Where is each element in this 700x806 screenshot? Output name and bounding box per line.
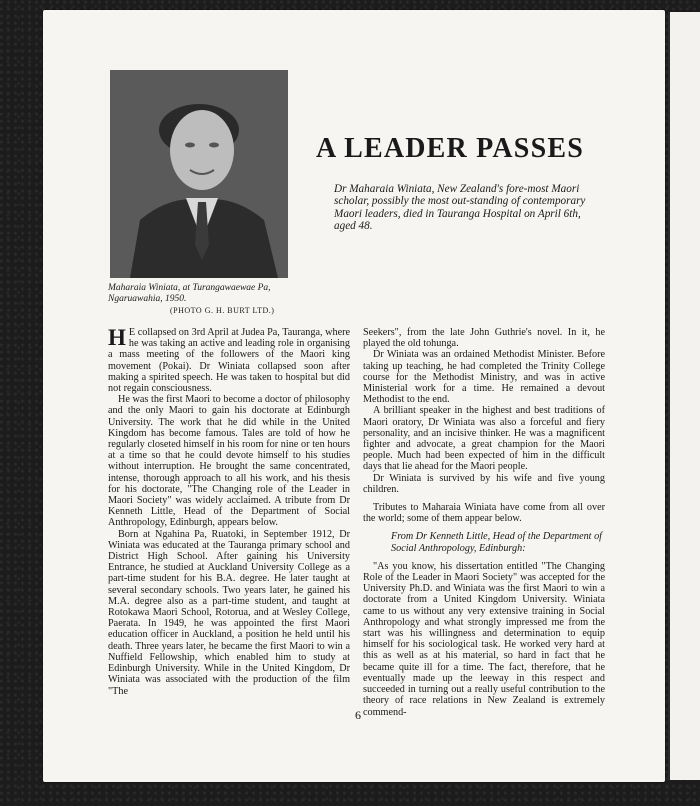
paragraph: Dr Winiata is survived by his wife and five young children. <box>363 472 605 495</box>
paragraph: "As you know, his dissertation entitled "The Changing Role of the Leader in Maori Society" was accepted for the University Ph.D. and Winiata was the first Maori to win a doctorate from a United Kingdom University. Winiata came to us without any very extensive training in Social Anthropology and what strongly impressed me from the start was his willingness and determination to equip himself for his sociological task. He worked very hard at this as well as at his material, so hard in fact that he became quite ill for a time. The fact, therefore, that he eventually made up the leeway in this respect and succeeded in turning out a really useful contribution to the theory of race relations in New Zealand is extremely commend- <box>363 560 605 718</box>
paragraph: A brilliant speaker in the highest and best traditions of Maori oratory, Dr Winiata was also a forceful and fiery personality, and an incisive thinker. He was a magnificent fighter and advocate, a great champion for the Maori people. Much had been expected of him in the difficult days that lie ahead for the Maori people. <box>363 405 605 473</box>
paragraph: Tributes to Maharaia Winiata have come from all over the world; some of them appear below. <box>363 502 605 525</box>
paragraph: Born at Ngahina Pa, Ruatoki, in September 1912, Dr Winiata was educated at the Tauranga primary school and District High School. After gaining his University Entrance, he studied at Auckland University College as a part-time student for his B.A. degree. He later taught at several secondary schools. Two years later, he gained his M.A. degree also as a part-time student, and taught at Rotokawa Maori School, Rotorua, and at Wesley College, Paerata. In 1949, he was appointed the first Maori education officer in Auckland, a position he held until his death. Three years later, he became the first Maori to win a Nuffield Fellowship, which enabled him to study at Edinburgh University. While in the United Kingdom, Dr Winiata was associated with the production of the film "The <box>108 528 350 697</box>
portrait-photo <box>110 70 288 278</box>
text-column-1 <box>108 327 350 697</box>
article-intro: Dr Maharaia Winiata, New Zealand's fore-most Maori scholar, possibly the most out-standing of contemporary Maori leaders, died in Tauranga Hospital on April 6th, aged 48. <box>334 183 586 233</box>
dropcap-rest: E <box>128 327 136 338</box>
drop-cap: H <box>108 325 126 350</box>
text-column-2 <box>363 327 605 718</box>
paragraph-text: collapsed on 3rd April at Judea Pa, Tauranga, where he was taking an active and leading role in organising a mass meeting of the followers of the Maori king movement (Pokai). Dr Winiata collapsed soon after making a spirited speech. He was taken to hospital but did not regain consciousness. <box>108 327 351 395</box>
paragraph <box>108 327 350 394</box>
photo-credit: (PHOTO G. H. BURT LTD.) <box>170 306 275 315</box>
facing-page-edge <box>668 12 700 780</box>
page-number: 6 <box>355 708 361 722</box>
caption-text: Maharaia Winiata, at Turangawaewae Pa, Ngaruawahia, 1950. <box>108 283 271 304</box>
photo-caption <box>108 283 298 316</box>
paragraph: He was the first Maori to become a doctor of philosophy and the only Maori to gain his doctorate at Edinburgh University. The work that he did while in the United Kingdom has become famous. Tales are told of how he regularly closeted himself in his room for nine or ten hours at a time so that he could devote himself to his studies without interruption. He brought the same concentrated, intense, thorough approach to all his work, and his thesis for his doctorate, "The Changing role of the Leader in Maori Society" was widely acclaimed. A tribute from Dr Kenneth Little, Head of the Department of Social Anthropology, Edinburgh, appears below. <box>108 394 350 529</box>
paragraph: Seekers", from the late John Guthrie's novel. In it, he played the old tohunga. <box>363 327 605 350</box>
tribute-heading: From Dr Kenneth Little, Head of the Department of Social Anthropology, Edinburgh: <box>391 531 602 554</box>
article-title: A LEADER PASSES <box>316 133 585 164</box>
paragraph: Dr Winiata was an ordained Methodist Minister. Before taking up teaching, he had completed the Trinity College course for the Methodist Ministry, and was in active Ministerial work for a time. He remained a devout Methodist to the end. <box>363 349 605 406</box>
